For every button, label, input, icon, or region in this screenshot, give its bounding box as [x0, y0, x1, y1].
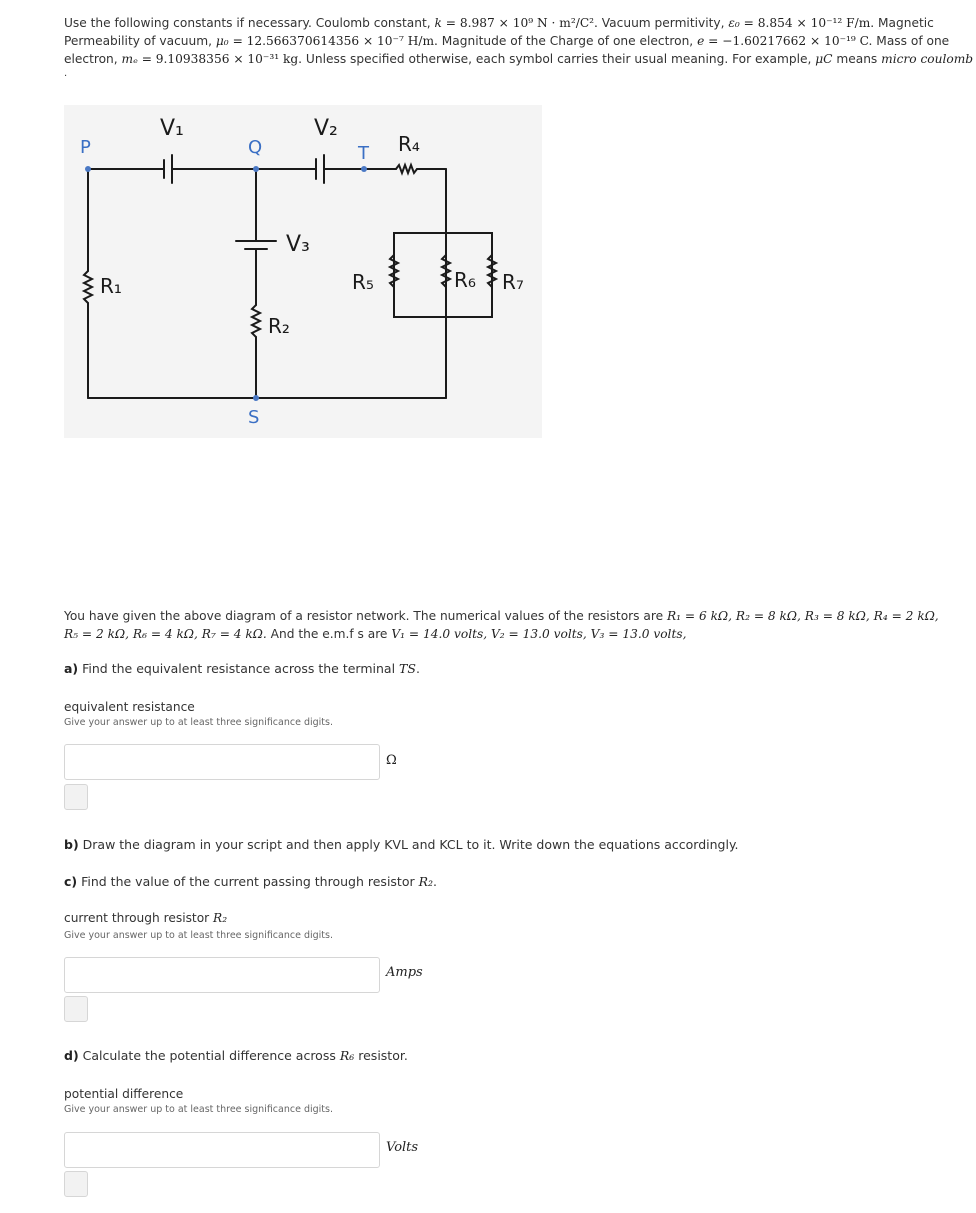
permitivity-symbol: ε₀	[728, 16, 740, 30]
question-d-symbol: R₆	[339, 1048, 355, 1063]
label-p: P	[80, 137, 91, 158]
constants-line-3	[64, 50, 974, 68]
permeability-value: = 12.566370614356 × 10⁻⁷ H/m.	[228, 34, 438, 48]
r2-zigzag	[252, 305, 260, 337]
mass-value: = 9.10938356 × 10⁻³¹ kg.	[137, 52, 303, 66]
question-c	[64, 874, 437, 889]
label-r6: R₆	[454, 268, 476, 292]
label-r7: R₇	[502, 270, 524, 294]
constants-text: Mass of one	[872, 34, 950, 48]
constants-text: means	[832, 52, 882, 66]
answer-d-check-button[interactable]	[64, 1171, 88, 1197]
question-b	[64, 837, 739, 852]
potential-difference-input[interactable]	[64, 1132, 380, 1168]
permeability-symbol: μ₀	[215, 34, 229, 48]
r1-zigzag	[84, 271, 92, 303]
label-r2: R₂	[268, 314, 290, 338]
answer-c-check-button[interactable]	[64, 996, 88, 1022]
constants-text: Permeability of vacuum,	[64, 34, 216, 48]
constants-text: Vacuum permitivity,	[597, 16, 729, 30]
charge-value: = −1.60217662 × 10⁻¹⁹ C.	[704, 34, 873, 48]
constants-line-2	[64, 32, 950, 50]
question-a-end: .	[415, 661, 420, 676]
constants-line-1	[64, 14, 934, 32]
label-s: S	[248, 407, 260, 428]
given-paragraph	[64, 607, 944, 643]
answer-c-label-symbol: R₂	[213, 911, 228, 925]
question-a-tag: a)	[64, 661, 79, 676]
question-c-text: Find the value of the current passing through resistor	[77, 874, 419, 889]
label-t: T	[358, 143, 369, 164]
answer-d-label: potential difference	[64, 1087, 184, 1101]
answer-c-unit: Amps	[386, 965, 423, 980]
constants-text: electron,	[64, 52, 122, 66]
label-v3: V₃	[286, 232, 310, 257]
circuit-diagram	[64, 105, 542, 438]
question-d	[64, 1048, 408, 1063]
constants-text: Use the following constants if necessary. Coulomb constant,	[64, 16, 435, 30]
given-line-2	[64, 625, 944, 643]
node-q	[253, 166, 259, 172]
label-v1: V₁	[160, 116, 184, 141]
constants-text: Magnitude of the Charge of one electron,	[437, 34, 698, 48]
resistor-values-2: R₅ = 2 kΩ, R₆ = 4 kΩ, R₇ = 4 kΩ.	[64, 627, 267, 641]
question-a-symbol: TS	[399, 661, 416, 676]
question-c-end: .	[433, 874, 438, 889]
permitivity-value: = 8.854 × 10⁻¹² F/m.	[739, 16, 875, 30]
charge-symbol: e	[697, 34, 705, 48]
answer-d-hint: Give your answer up to at least three significance digits.	[64, 1104, 333, 1115]
answer-c-hint: Give your answer up to at least three significance digits.	[64, 930, 333, 941]
answer-a-label: equivalent resistance	[64, 700, 195, 714]
question-a	[64, 661, 420, 676]
given-text: You have given the above diagram of a resistor network. The numerical values of the resistors are	[64, 609, 667, 623]
answer-a-hint: Give your answer up to at least three significance digits.	[64, 717, 333, 728]
label-r4: R₄	[398, 132, 420, 156]
label-q: Q	[248, 137, 263, 158]
constants-dot: .	[64, 68, 68, 79]
question-a-text: Find the equivalent resistance across the terminal	[78, 661, 400, 676]
node-s	[253, 395, 259, 401]
answer-d-unit: Volts	[386, 1140, 419, 1155]
microcoulomb-text: micro coulomb	[881, 52, 974, 66]
question-b-tag: b)	[64, 837, 79, 852]
node-p	[85, 166, 91, 172]
given-line-1	[64, 607, 944, 625]
answer-c-label	[64, 911, 227, 925]
coulomb-value: = 8.987 × 10⁹ N · m²/C².	[441, 16, 598, 30]
mass-symbol: mₑ	[121, 52, 138, 66]
constants-paragraph	[64, 14, 974, 80]
answer-a-unit: Ω	[386, 753, 397, 768]
microcoulomb-symbol: μC	[815, 52, 833, 66]
question-d-tag: d)	[64, 1048, 79, 1063]
r4-zigzag	[396, 165, 417, 173]
given-text: And the e.m.f s are	[266, 627, 392, 641]
constants-text: Unless specified otherwise, each symbol carries their usual meaning. For example,	[302, 52, 816, 66]
question-d-text: Calculate the potential difference across	[78, 1048, 340, 1063]
emf-values: V₁ = 14.0 volts, V₂ = 13.0 volts, V₃ = 13.0 volts,	[391, 627, 687, 641]
label-r1: R₁	[100, 274, 122, 298]
question-b-text: Draw the diagram in your script and then apply KVL and KCL to it. Write down the equations accordingly.	[78, 837, 739, 852]
current-input[interactable]	[64, 957, 380, 993]
question-c-symbol: R₂	[418, 874, 434, 889]
resistor-values-1: R₁ = 6 kΩ, R₂ = 8 kΩ, R₃ = 8 kΩ, R₄ = 2 kΩ,	[667, 609, 939, 623]
equivalent-resistance-input[interactable]	[64, 744, 380, 780]
answer-a-check-button[interactable]	[64, 784, 88, 810]
coulomb-symbol: k	[434, 16, 442, 30]
constants-text: Magnetic	[874, 16, 934, 30]
circuit-svg	[64, 105, 542, 438]
question-c-tag: c)	[64, 874, 78, 889]
label-v2: V₂	[314, 116, 338, 141]
label-r5: R₅	[352, 270, 374, 294]
question-d-end: resistor.	[354, 1048, 408, 1063]
answer-c-label-text: current through resistor	[64, 911, 214, 925]
node-t	[361, 166, 367, 172]
